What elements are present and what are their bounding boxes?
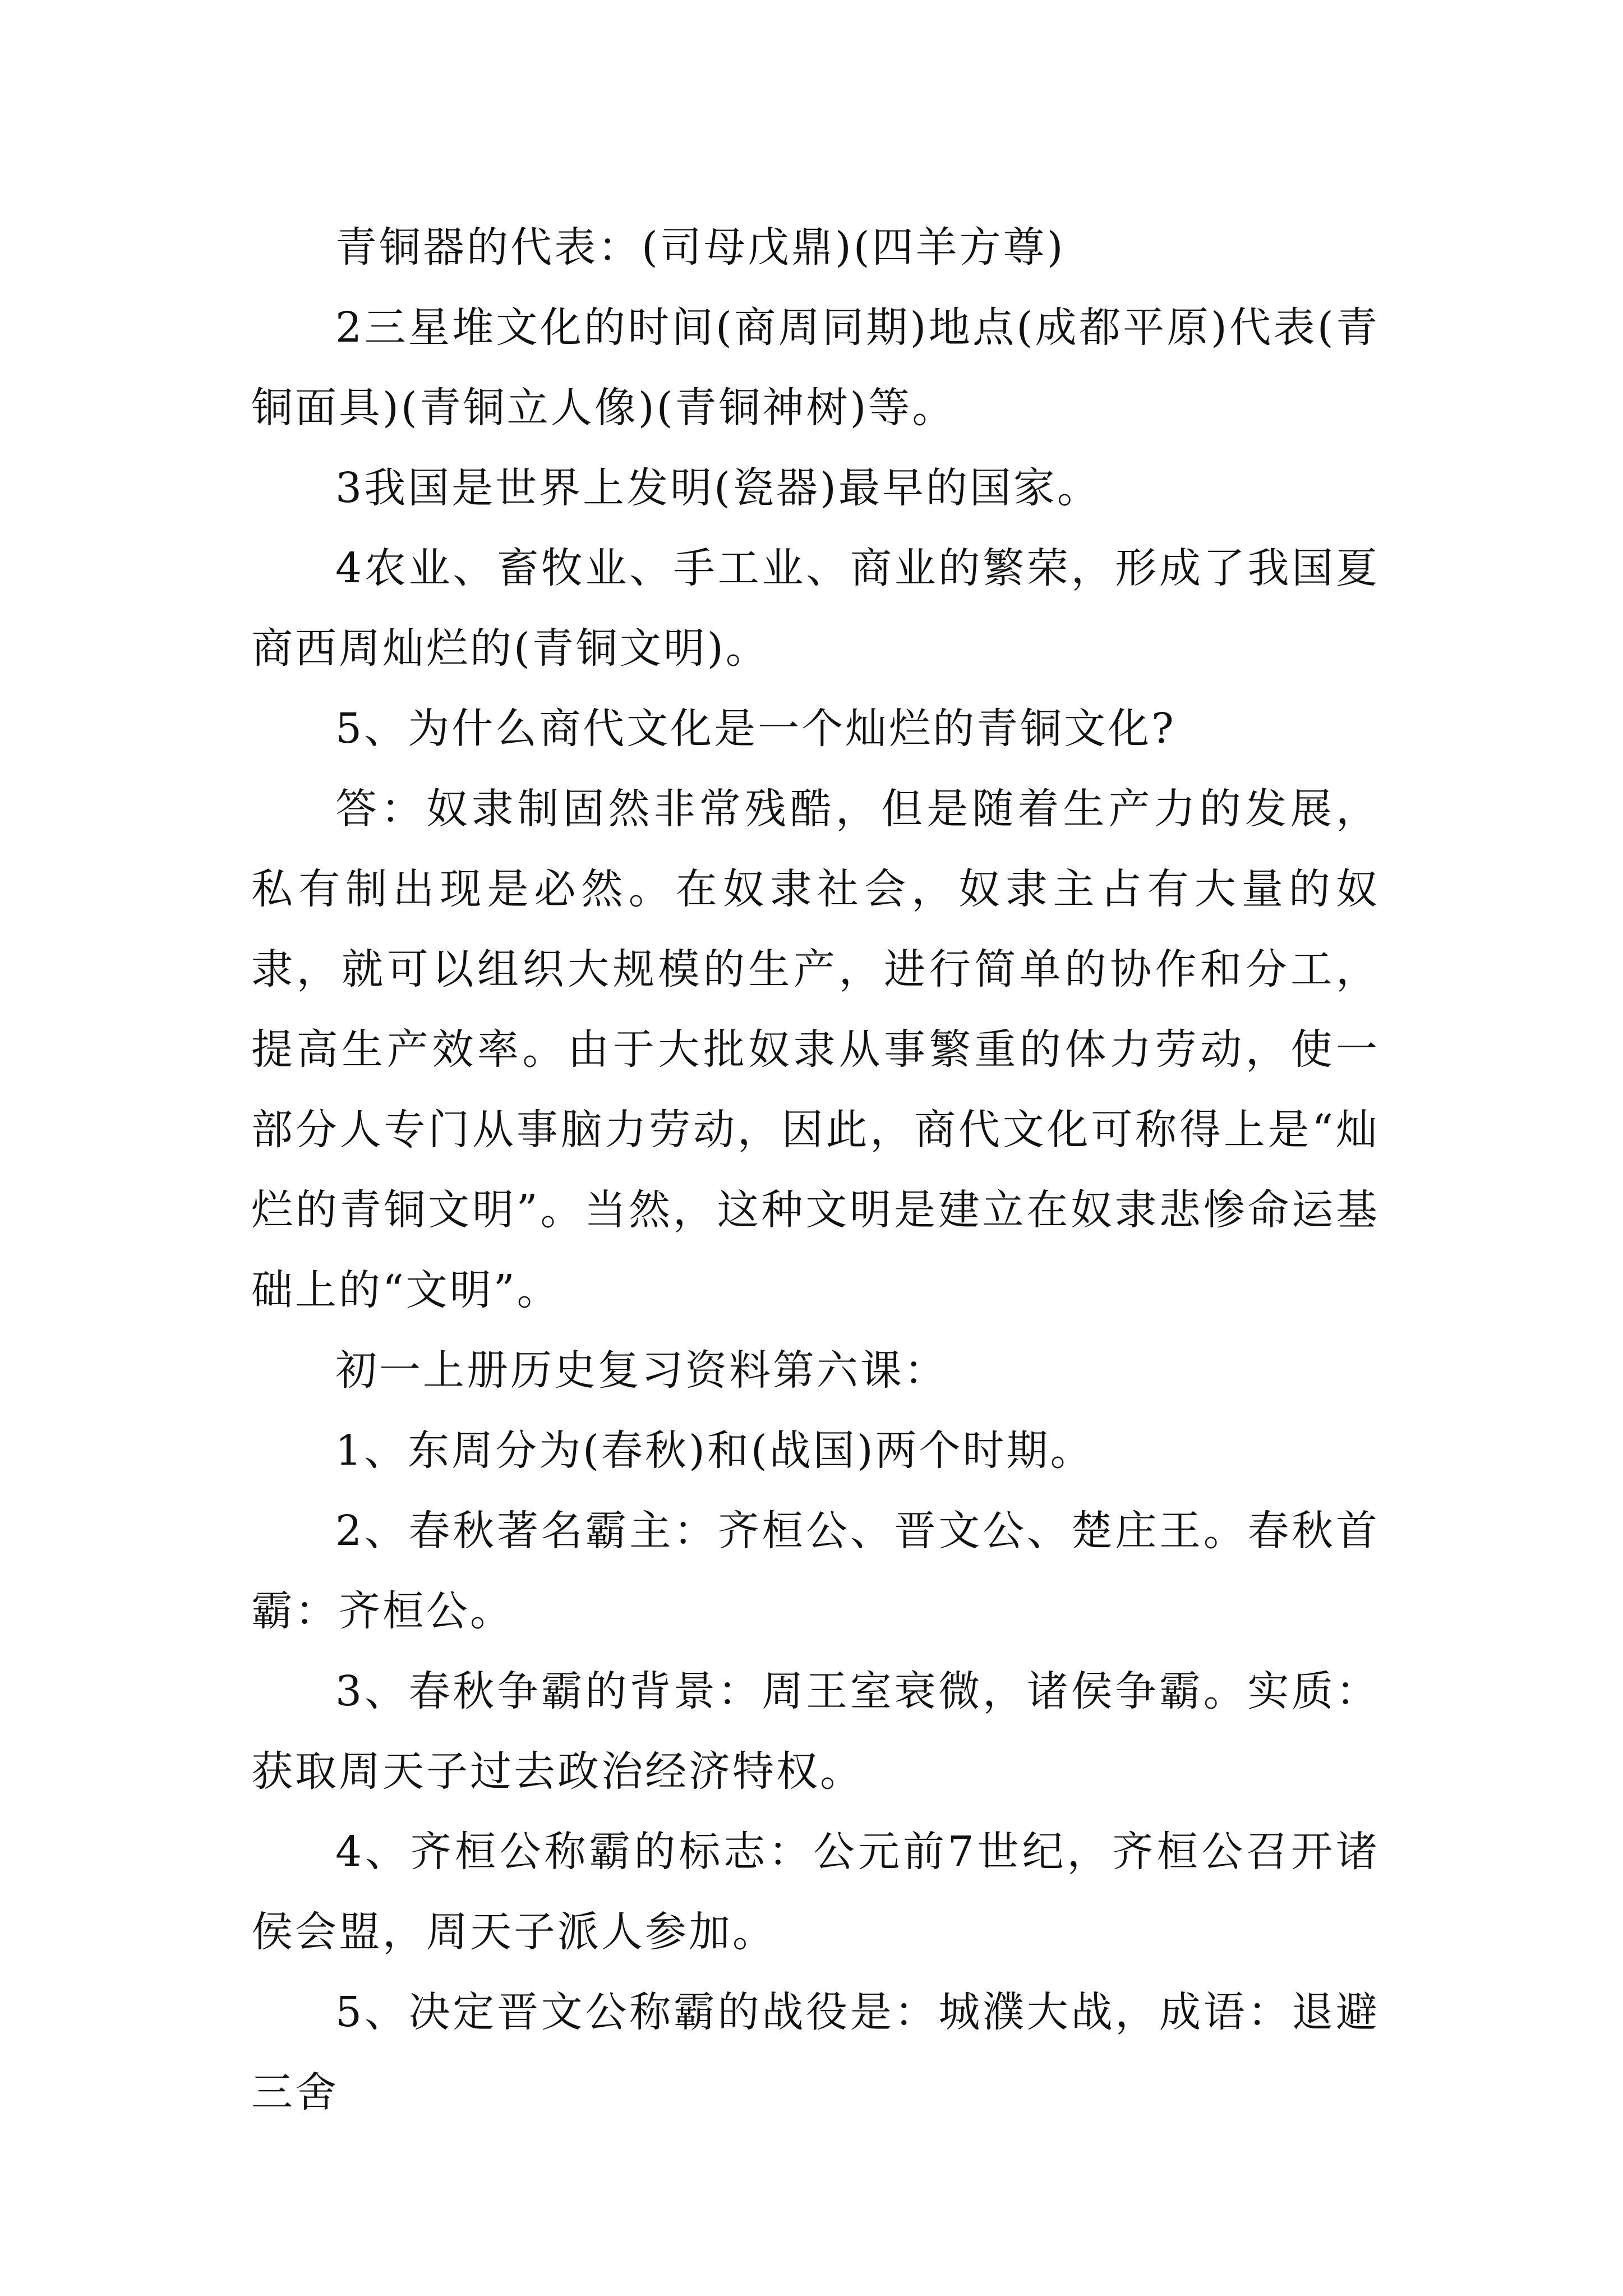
paragraph-spring-autumn-hegemons: 2、春秋著名霸主：齐桓公、晋文公、楚庄王。春秋首霸：齐桓公。	[251, 1507, 1380, 1635]
paragraph-sanxingdui: 2三星堆文化的时间(商周同期)地点(成都平原)代表(青铜面具)(青铜立人像)(青铜神树)等。	[251, 303, 1380, 432]
paragraph-eastern-zhou-periods: 1、东周分为(春秋)和(战国)两个时期。	[335, 1427, 1094, 1475]
paragraph-bronze-representatives: 青铜器的代表：(司母戊鼎)(四羊方尊)	[335, 223, 1066, 272]
paragraph-duke-huan-hegemony: 4、齐桓公称霸的标志：公元前7世纪，齐桓公召开诸侯会盟，周天子派人参加。	[251, 1828, 1380, 1956]
paragraph-battle-chengpu: 5、决定晋文公称霸的战役是：城濮大战，成语：退避三舍	[251, 1988, 1380, 2116]
document-body	[251, 208, 1380, 2133]
paragraph-bronze-civilization: 4农业、畜牧业、手工业、商业的繁荣，形成了我国夏商西周灿烂的(青铜文明)。	[251, 544, 1380, 673]
paragraph-hegemony-background: 3、春秋争霸的背景：周王室衰微，诸侯争霸。实质：获取周天子过去政治经济特权。	[251, 1667, 1380, 1796]
paragraph-question-shang-culture: 5、为什么商代文化是一个灿烂的青铜文化?	[335, 705, 1176, 753]
paragraph-answer: 答：奴隶制固然非常残酷，但是随着生产力的发展，私有制出现是必然。在奴隶社会，奴隶主占有大量的奴隶，就可以组织大规模的生产，进行简单的协作和分工，提高生产效率。由于大批奴隶从事繁重的体力劳动，使一部分人专门从事脑力劳动，因此，商代文化可称得上是“灿烂的青铜文明”。当然，这种文明是建立在奴隶悲惨命运基础上的“文明”。	[251, 785, 1380, 1314]
paragraph-porcelain: 3我国是世界上发明(瓷器)最早的国家。	[335, 464, 1101, 512]
paragraph-lesson-six-heading: 初一上册历史复习资料第六课：	[335, 1346, 948, 1395]
